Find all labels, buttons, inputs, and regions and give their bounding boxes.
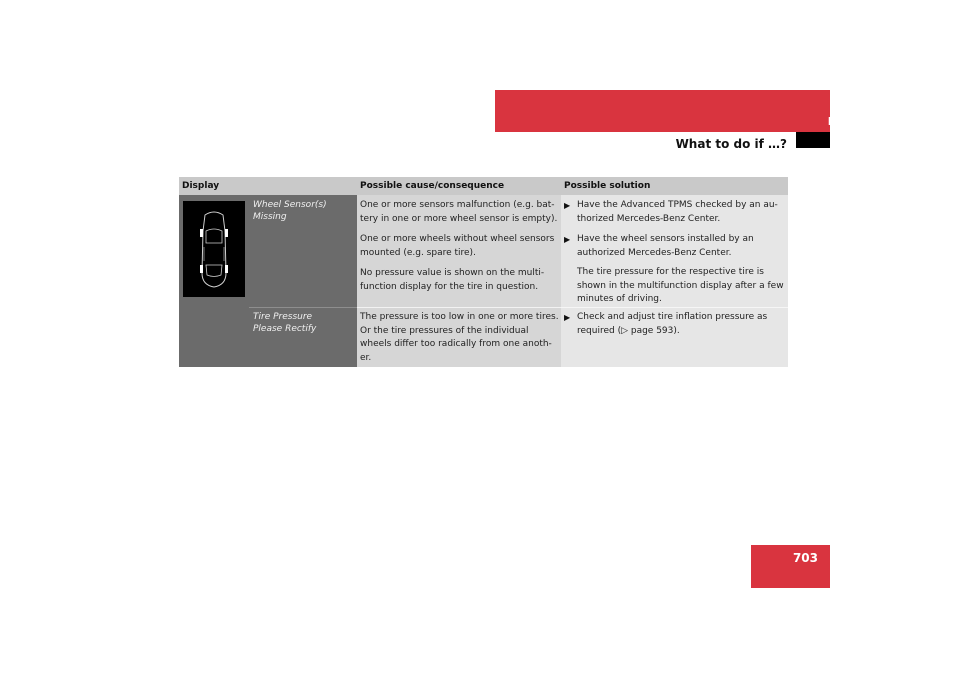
display-column — [179, 195, 357, 367]
row-divider — [249, 307, 357, 308]
car-tire-display — [183, 201, 245, 297]
page-number-box — [751, 545, 830, 588]
row-divider — [561, 307, 788, 308]
section-title: Practical hints — [827, 115, 917, 128]
front-right-tire-icon — [225, 229, 228, 237]
cause-text-4: The pressure is too low in one or more tires. Or the tire pressures of the individual wheels differ too radically from one anoth- er. — [360, 312, 559, 363]
solution-column — [561, 195, 788, 367]
bullet-arrow-icon: ▶ — [564, 235, 571, 244]
row-divider — [357, 307, 561, 308]
cause-column — [357, 195, 561, 367]
rear-right-tire-icon — [225, 265, 228, 273]
page-number: 703 — [792, 551, 818, 565]
header-cause: Possible cause/consequence — [357, 177, 561, 195]
header-band — [495, 90, 830, 132]
header-solution: Possible solution — [561, 177, 788, 195]
bullet-arrow-icon: ▶ — [564, 201, 571, 210]
rear-left-tire-icon — [200, 265, 203, 273]
cause-text-1: One or more sensors malfunction (e.g. bat- tery in one or more wheel sensor is empty). — [360, 200, 558, 224]
bullet-arrow-icon: ▶ — [564, 313, 571, 322]
solution-text-2: Have the wheel sensors installed by an authorized Mercedes-Benz Center. — [577, 234, 754, 258]
display-message-1: Wheel Sensor(s) Missing — [253, 200, 327, 222]
solution-note: The tire pressure for the respective tire is shown in the multifunction display after a few minutes of driving. — [577, 267, 784, 304]
car-outline-icon — [183, 201, 245, 297]
subsection-title: What to do if …? — [675, 137, 787, 151]
header-tab-marker — [796, 132, 830, 148]
cause-text-2: One or more wheels without wheel sensors mounted (e.g. spare tire). — [360, 234, 555, 258]
troubleshooting-table — [179, 177, 788, 367]
front-left-tire-icon — [200, 229, 203, 237]
display-message-2: Tire Pressure Please Rectify — [253, 312, 317, 334]
solution-text-1: Have the Advanced TPMS checked by an au- thorized Mercedes-Benz Center. — [577, 200, 778, 224]
header-display: Display — [179, 177, 357, 195]
solution-text-3: Check and adjust tire inflation pressure as required (▷ page 593). — [577, 312, 768, 336]
cause-text-3: No pressure value is shown on the multi- function display for the tire in question. — [360, 268, 545, 292]
